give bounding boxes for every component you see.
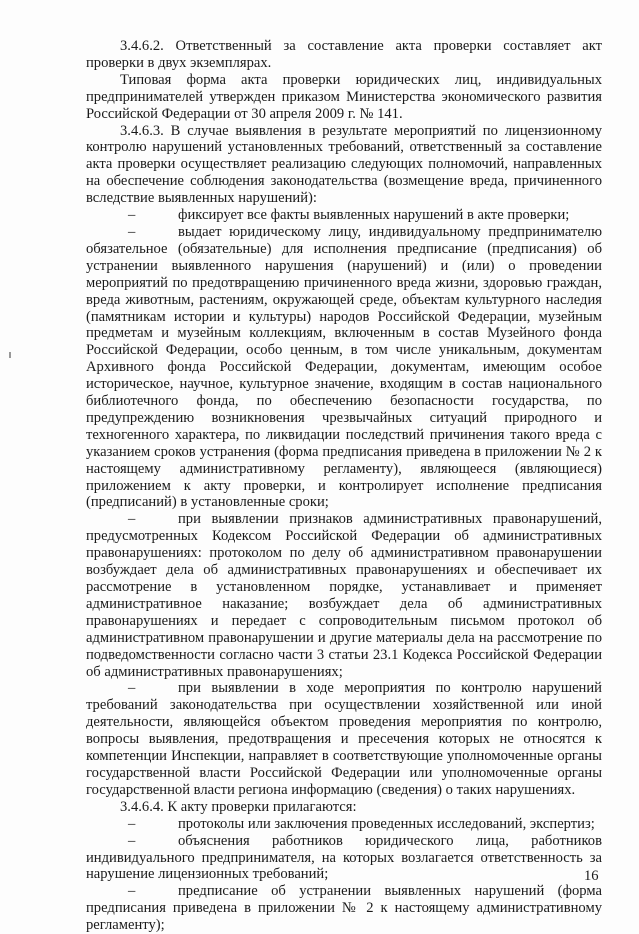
- list-item-text: предписание об устранении выявленных нарушений (форма предписания приведена в приложении № 2 к настоящему административному регламенту);: [86, 883, 602, 934]
- list-item-order-attachment: [86, 883, 602, 934]
- paragraph-3-4-6-3: 3.4.6.3. В случае выявления в результате мероприятий по лицензионному контролю нарушений установленных требований, ответственный за составление акта проверки осуществляет реализацию следующих полномочий, направленных на обеспечение соблюдения законодательства (возмещение вреда, причиненного вследствие выявленных нарушений):: [86, 122, 602, 207]
- paragraph-typical-form: Типовая форма акта проверки юридических лиц, индивидуальных предпринимателей утвержден приказом Министерства экономического развития Российской Федерации от 30 апреля 2009 г. № 141.: [86, 71, 602, 122]
- dash-marker: –: [128, 680, 136, 697]
- list-item-text: выдает юридическому лицу, индивидуальному предпринимателю обязательное (обязательные) для исполнения предписание (предписания) об устранении выявленного нарушения (нарушений) и (или) о проведении мероприятий по предотвращению причиненного вреда жизни, здоровью граждан, вреда животным, растениям, окружающей среде, объектам культурного наследия (памятникам истории и культуры) народов Российской Федерации, музейным предметам и музейным коллекциям, включенным в состав Музейного фонда Российской Федерации, особо ценным, в том числе уникальным, документам Архивного фонда Российской Федерации, документам, имеющим особое историческое, научное, культурное значение, входящим в состав национального библиотечного фонда, по обеспечению безопасности государства, по предупреждению возникновения чрезвычайных ситуаций природного и техногенного характера, по ликвидации последствий причинения такого вреда с указанием сроков устранения (форма предписания приведена в приложении № 2 к настоящему административному регламенту), являющееся (являющиеся) приложением к акту проверки, и контролирует исполнение предписания (предписаний) в установленные сроки;: [86, 223, 602, 511]
- page-number: 16: [584, 868, 599, 884]
- paragraph-3-4-6-4: 3.4.6.4. К акту проверки прилагаются:: [120, 798, 357, 815]
- dash-marker: –: [128, 815, 136, 832]
- list-item-text: протоколы или заключения проведенных исследований, экспертиз;: [178, 815, 595, 832]
- list-item-explanations: [86, 833, 602, 884]
- document-body: [86, 38, 602, 934]
- dash-marker: –: [128, 511, 136, 528]
- dash-marker: –: [128, 223, 136, 240]
- scan-mark: [9, 352, 11, 358]
- dash-marker: –: [128, 207, 136, 224]
- list-item-administrative-offenses: [86, 511, 602, 680]
- list-item-text: при выявлении в ходе мероприятия по контролю нарушений требований законодательства при осуществлении хозяйственной или иной деятельности, являющейся объектом проведения мероприятия по контролю, вопросы выявления, предотвращения и пресечения которых не относятся к компетенции Инспекции, направляет в соответствующие уполномоченные органы государственной власти Российской Федерации или уполномоченные органы государственной власти региона информацию (сведения) о таких нарушениях.: [86, 680, 602, 798]
- list-item-issue-order: [86, 224, 602, 511]
- list-item-text: при выявлении признаков административных правонарушений, предусмотренных Кодексом Российской Федерации об административных правонарушениях: протоколом по делу об административном правонарушении возбуждает дела об административных правонарушениях и обеспечивает их рассмотрение в установленном порядке, устанавливает и применяет административное наказание; возбуждает дела об административных правонарушениях и передает с сопроводительным письмом протокол об административном правонарушении и другие материалы дела на рассмотрение по подведомственности согласно части 3 статьи 23.1 Кодекса Российской Федерации об административных правонарушениях;: [86, 511, 602, 680]
- dash-marker: –: [128, 832, 136, 849]
- dash-marker: –: [128, 883, 136, 900]
- list-item-text: фиксирует все факты выявленных нарушений в акте проверки;: [178, 207, 570, 224]
- list-item-text: объяснения работников юридического лица, работников индивидуального предпринимателя, на которых возлагается ответственность за нарушение лицензионных требований;: [86, 832, 602, 883]
- list-item-record-violations: [86, 207, 602, 224]
- paragraph-3-4-6-2: 3.4.6.2. Ответственный за составление акта проверки составляет акт проверки в двух экземплярах.: [86, 38, 602, 71]
- list-item-protocols: [86, 816, 602, 833]
- list-item-refer-authorities: [86, 680, 602, 798]
